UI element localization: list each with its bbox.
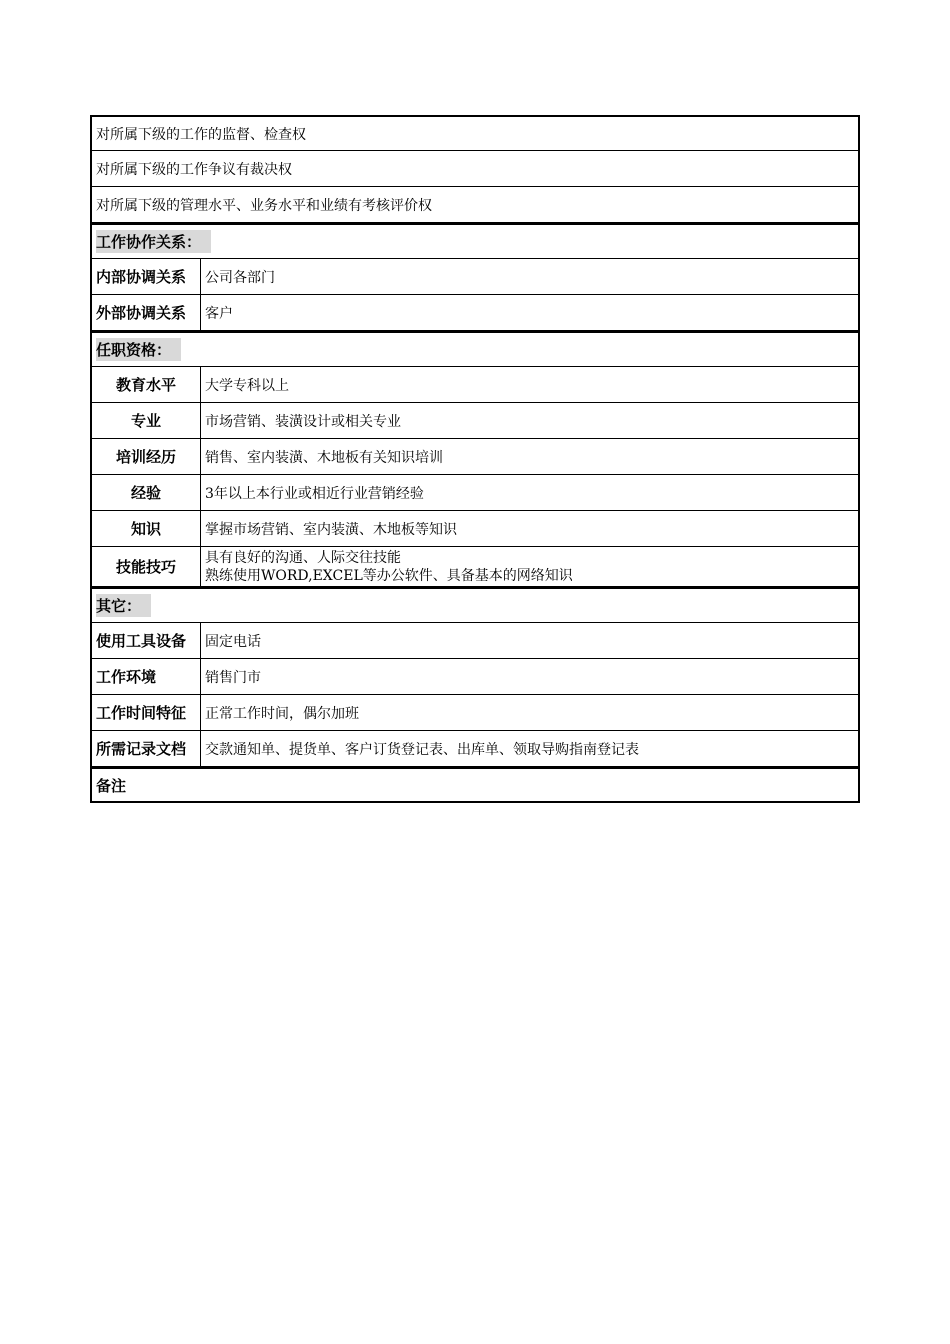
education-row [90, 367, 860, 403]
skills-line-1: 具有良好的沟通、人际交往技能 [205, 549, 401, 566]
field-label: 所需记录文档 [92, 731, 201, 766]
job-description-table [90, 115, 860, 803]
remarks-heading: 备注 [96, 776, 127, 795]
field-label: 教育水平 [92, 367, 201, 402]
other-section-header [90, 587, 860, 623]
authority-row-1 [90, 115, 860, 151]
field-label: 经验 [92, 475, 201, 510]
field-value: 销售、室内装潢、木地板有关知识培训 [205, 449, 443, 466]
field-label: 内部协调关系 [92, 259, 201, 294]
field-label: 工作环境 [92, 659, 201, 694]
external-coordination-row [90, 295, 860, 331]
skills-row [90, 547, 860, 587]
field-value: 掌握市场营销、室内装潢、木地板等知识 [205, 521, 457, 538]
field-label: 培训经历 [92, 439, 201, 474]
tools-row [90, 623, 860, 659]
work-hours-row [90, 695, 860, 731]
field-label: 使用工具设备 [92, 623, 201, 658]
field-label: 工作时间特征 [92, 695, 201, 730]
field-label: 技能技巧 [92, 547, 201, 586]
training-row [90, 439, 860, 475]
field-label: 外部协调关系 [92, 295, 201, 330]
field-value: 交款通知单、提货单、客户订货登记表、出库单、领取导购指南登记表 [205, 741, 639, 758]
field-value: 固定电话 [205, 633, 261, 650]
cooperation-heading: 工作协作关系： [96, 230, 211, 253]
field-value: 销售门市 [205, 669, 261, 686]
internal-coordination-row [90, 259, 860, 295]
environment-row [90, 659, 860, 695]
field-label: 专业 [92, 403, 201, 438]
authority-text: 对所属下级的工作争议有裁决权 [96, 161, 292, 178]
major-row [90, 403, 860, 439]
qualifications-section-header [90, 331, 860, 367]
authority-text: 对所属下级的管理水平、业务水平和业绩有考核评价权 [96, 197, 432, 214]
field-value [201, 547, 858, 586]
field-value: 3年以上本行业或相近行业营销经验 [205, 485, 424, 502]
qualifications-heading: 任职资格： [96, 338, 181, 361]
authority-row-3 [90, 187, 860, 223]
field-value: 公司各部门 [205, 269, 275, 286]
authority-text: 对所属下级的工作的监督、检查权 [96, 126, 306, 143]
skills-line-2: 熟练使用WORD,EXCEL等办公软件、具备基本的网络知识 [205, 567, 573, 584]
cooperation-section-header [90, 223, 860, 259]
field-label: 知识 [92, 511, 201, 546]
records-row [90, 731, 860, 767]
field-value: 客户 [205, 305, 233, 322]
field-value: 市场营销、装潢设计或相关专业 [205, 413, 401, 430]
remarks-row [90, 767, 860, 803]
field-value: 大学专科以上 [205, 377, 289, 394]
knowledge-row [90, 511, 860, 547]
experience-row [90, 475, 860, 511]
field-value: 正常工作时间，偶尔加班 [205, 705, 359, 722]
authority-row-2 [90, 151, 860, 187]
other-heading: 其它： [96, 594, 151, 617]
